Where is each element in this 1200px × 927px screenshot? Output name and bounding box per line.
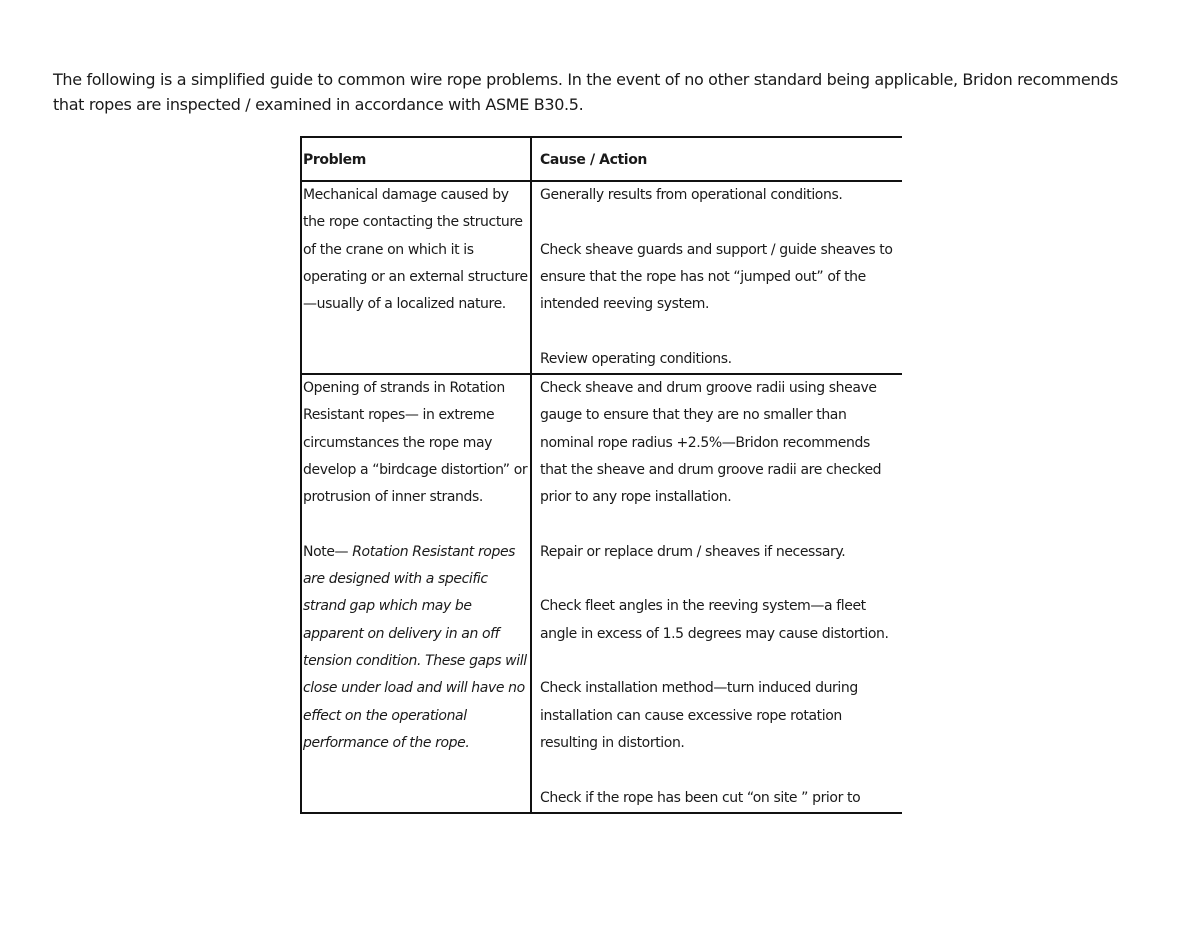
note-text: Rotation Resistant ropes are designed with a specific strand gap which may be apparent on delivery in an off tension condition. These gaps will close under load and will have no effect on the operational performance of the rope. bbox=[303, 543, 527, 751]
cause-text: Review operating conditions. bbox=[540, 350, 732, 367]
cause-text: Check if the rope has been cut “on site ” prior to bbox=[540, 789, 861, 806]
problem-cell bbox=[301, 181, 531, 374]
cause-action-cell bbox=[531, 181, 902, 374]
cause-text: Check sheave guards and support / guide sheaves to ensure that the rope has not “jumped out” of the intended reeving system. bbox=[540, 241, 893, 313]
problem-text: Opening of strands in Rotation Resistant ropes— in extreme circumstances the rope may develop a “birdcage distortion” or protrusion of inner strands. bbox=[303, 380, 528, 506]
note-label: Note— bbox=[303, 543, 349, 560]
cause-text: Check sheave and drum groove radii using sheave gauge to ensure that they are no smaller than nominal rope radius +2.5%—Bridon recommends that the sheave and drum groove radii are checked prior to any rope installation. bbox=[540, 380, 882, 506]
cause-action-cell bbox=[531, 374, 902, 813]
intro-paragraph: The following is a simplified guide to common wire rope problems. In the event of no other standard being applicable, Bridon recommends that ropes are inspected / examined in accordance with ASME B30.5. bbox=[53, 70, 1118, 114]
problem-cell bbox=[301, 374, 531, 813]
table-row bbox=[301, 374, 902, 813]
problem-guide-table-container bbox=[300, 136, 902, 927]
table-header-row bbox=[301, 137, 902, 181]
cause-text: Check installation method—turn induced during installation can cause excessive rope rotation resulting in distortion. bbox=[540, 680, 858, 751]
cause-text: Repair or replace drum / sheaves if necessary. bbox=[540, 543, 846, 560]
header-problem: Problem bbox=[301, 137, 531, 181]
cause-text: Generally results from operational conditions. bbox=[540, 187, 843, 203]
note-paragraph bbox=[303, 539, 528, 757]
problem-guide-table bbox=[300, 136, 902, 814]
table-row bbox=[301, 181, 902, 374]
cause-text: Check fleet angles in the reeving system—a fleet angle in excess of 1.5 degrees may cause distortion. bbox=[540, 598, 889, 642]
header-cause-action: Cause / Action bbox=[531, 137, 902, 181]
problem-text: Mechanical damage caused by the rope contacting the structure of the crane on which it is operating or an external structure—usually of a localized nature. bbox=[303, 187, 528, 313]
